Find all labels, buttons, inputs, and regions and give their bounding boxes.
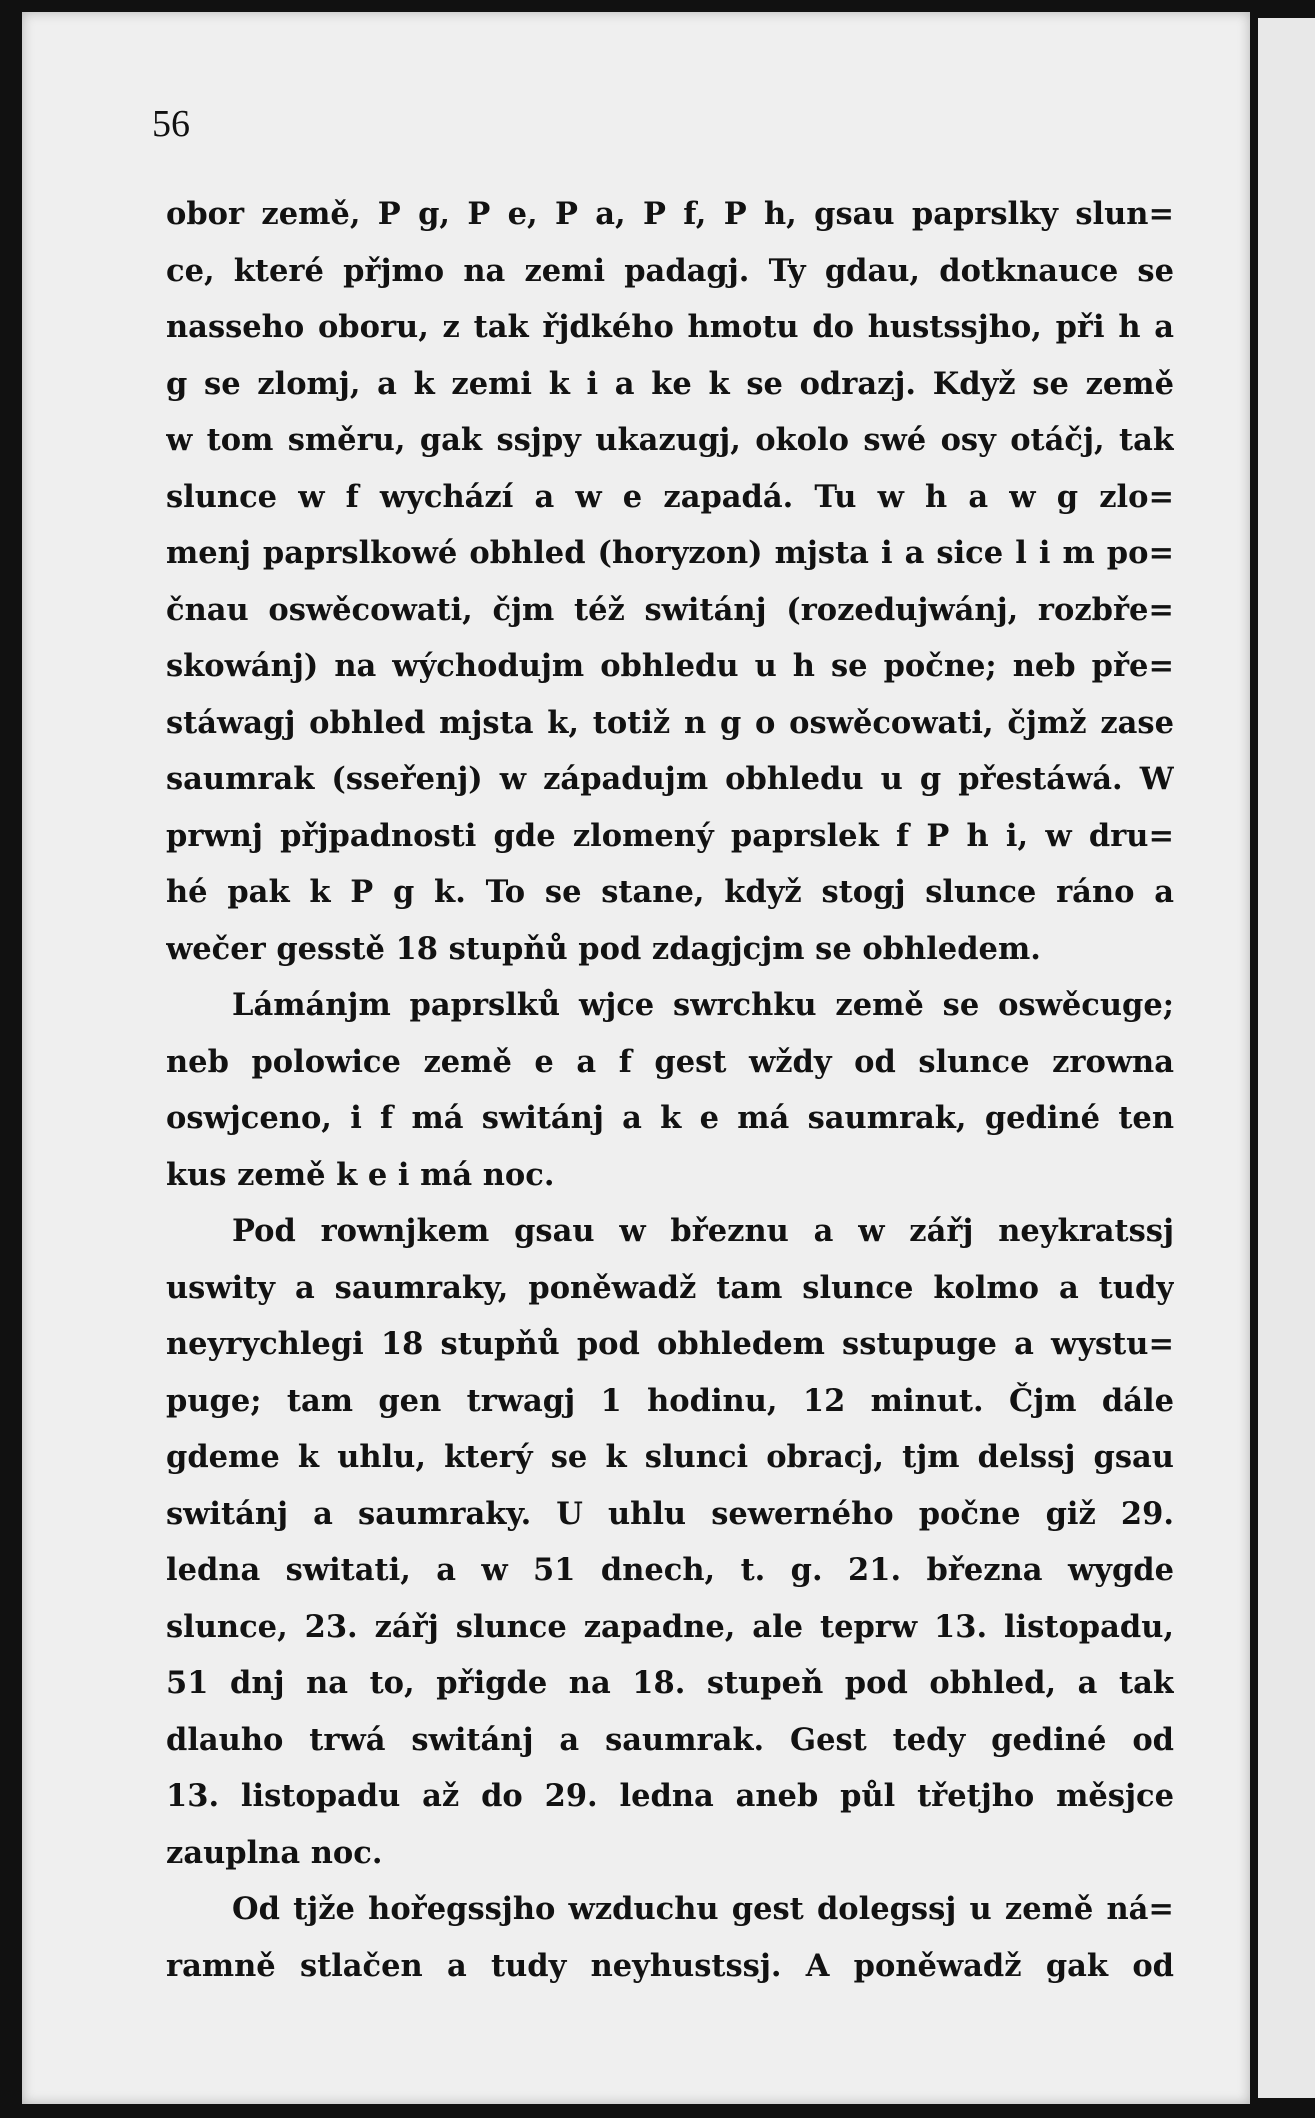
body-text [166,186,1174,1994]
text-line: zauplna noc. [166,1834,383,1871]
text-line: skowánj) na wýchodujm obhledu u h se počne; neb pře= [166,648,1174,684]
text-line: slunce, 23. zářj slunce zapadne, ale teprw 13. listopadu, [166,1608,1174,1645]
text-line: ledna switati, a w 51 dnech, t. g. 21. března wygde [166,1552,1174,1588]
text-line: ce, které přjmo na zemi padagj. Ty gdau, dotknauce se [166,252,1174,289]
text-line: prwnj přjpadnosti gde zlomený paprslek f P h i, w dru= [166,817,1174,854]
text-line: slunce w f wychází a w e zapadá. Tu w h a w g zlo= [166,478,1174,515]
text-line: saumrak (sseřenj) w západujm obhledu u g přestáwá. W [166,761,1174,797]
text-line: obor země, P g, P e, P a, P f, P h, gsau paprslky slun= [166,196,1174,232]
text-line: dlauho trwá switánj a saumrak. Gest tedy gediné od [166,1721,1174,1758]
text-line: w tom směru, gak ssjpy ukazugj, okolo swé osy otáčj, tak [166,422,1174,458]
text-line: menj paprslkowé obhled (horyzon) mjsta i a sice l i m po= [166,535,1174,571]
text-line: neyrychlegi 18 stupňů pod obhledem sstupuge a wystu= [166,1326,1174,1362]
text-line: kus země k e i má noc. [166,1156,555,1193]
text-line: 51 dnj na to, přigde na 18. stupeň pod obhled, a tak [166,1665,1174,1701]
adjacent-page-edge [1258,18,1315,2098]
text-line: Lámánjm paprslků wjce swrchku země se oswěcuge; [232,987,1174,1023]
text-line: čnau oswěcowati, čjm též switánj (rozedujwánj, rozbře= [166,591,1174,628]
text-line: switánj a saumraky. U uhlu sewerného počne giž 29. [166,1495,1174,1532]
text-line: g se zlomj, a k zemi k i a ke k se odrazj. Když se země [166,365,1174,402]
text-line: Od tjže hořegssjho wzduchu gest dolegssj u země ná= [232,1891,1174,1927]
book-page [22,12,1250,2104]
text-line: 13. listopadu až do 29. ledna aneb půl třetjho měsjce [166,1778,1174,1814]
text-line: neb polowice země e a f gest wždy od slunce zrowna [166,1043,1174,1080]
text-line: puge; tam gen trwagj 1 hodinu, 12 minut. Čjm dále [166,1382,1174,1419]
text-line: hé pak k P g k. To se stane, když stogj slunce ráno a [166,874,1174,910]
text-line: Pod rownjkem gsau w březnu a w zářj neykratssj [232,1213,1174,1249]
text-line: ramně stlačen a tudy neyhustssj. A poněwadž gak od [166,1947,1174,1984]
text-line: uswity a saumraky, poněwadž tam slunce kolmo a tudy [166,1269,1174,1306]
page-number: 56 [152,103,190,145]
text-line: gdeme k uhlu, který se k slunci obracj, tjm delssj gsau [166,1439,1174,1475]
text-line: wečer gesstě 18 stupňů pod zdagjcjm se obhledem. [166,930,1041,967]
text-line: stáwagj obhled mjsta k, totiž n g o oswěcowati, čjmž zase [166,704,1174,741]
text-line: nasseho oboru, z tak řjdkého hmotu do hustssjho, při h a [166,309,1174,345]
text-line: oswjceno, i f má switánj a k e má saumrak, gediné ten [166,1100,1174,1136]
